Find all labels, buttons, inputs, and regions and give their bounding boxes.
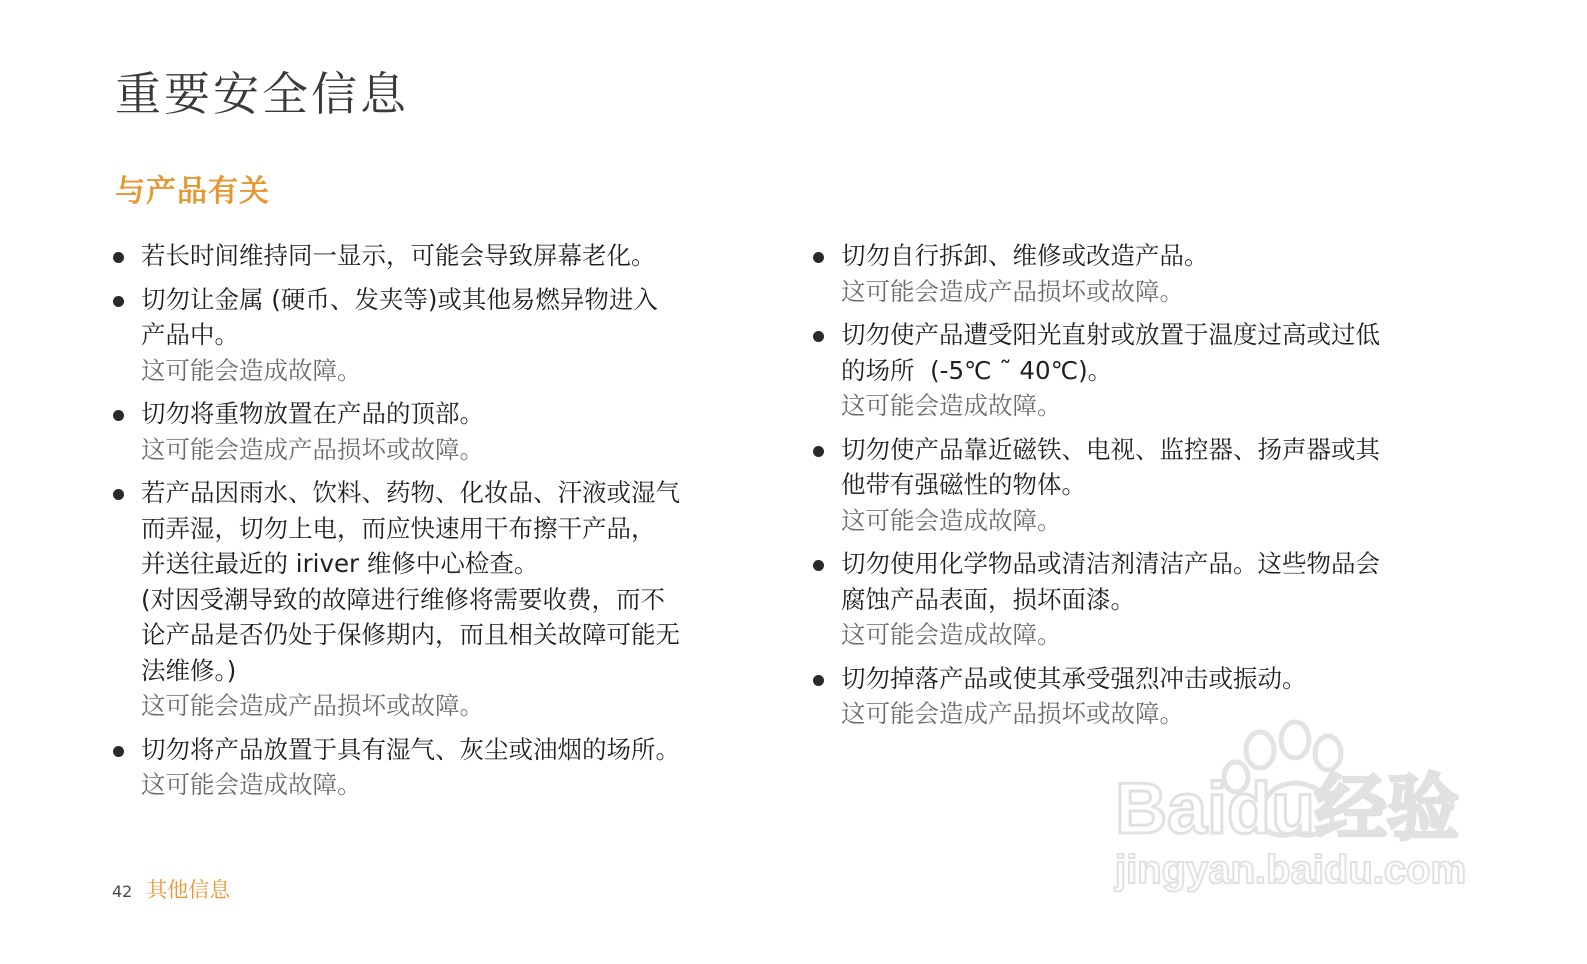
bullet-dot-icon: [113, 410, 124, 421]
bullet-dot-icon: [113, 252, 124, 263]
safety-item-text: 腐蚀产品表面，损坏面漆。: [841, 584, 1135, 614]
safety-item-note: 这可能会造成产品损坏或故障。: [141, 434, 484, 464]
safety-item-text: 切勿使产品遭受阳光直射或放置于温度过高或过低: [841, 320, 1380, 349]
bullet-dot-icon: [813, 560, 824, 571]
safety-item-text: 若产品因雨水、饮料、药物、化妆品、汗液或湿气: [141, 478, 680, 507]
page-footer: [112, 874, 230, 904]
safety-item-note: 这可能会造成产品损坏或故障。: [841, 699, 1184, 728]
bullet-dot-icon: [113, 746, 124, 757]
safety-item-note: 这可能会造成故障。: [841, 391, 1062, 420]
safety-item-text: 切勿将重物放置在产品的顶部。: [141, 399, 484, 428]
safety-item-text: 而弄湿，切勿上电，而应快速用干布擦干产品，: [141, 513, 656, 543]
footer-section-label: 其他信息: [146, 878, 231, 902]
watermark-url: jingyan.baidu.com: [1115, 848, 1467, 892]
safety-item: [813, 432, 1493, 539]
watermark-brand: Baidu经验: [1115, 769, 1460, 849]
safety-item-text: 法维修。): [141, 655, 237, 685]
page-title: 重要安全信息: [115, 67, 409, 121]
safety-item-note: 这可能会造成故障。: [141, 770, 362, 799]
safety-item: [813, 317, 1493, 424]
safety-item: [813, 238, 1493, 309]
safety-item-text: 切勿掉落产品或使其承受强烈冲击或振动。: [841, 663, 1307, 693]
safety-item: [813, 546, 1493, 653]
bullet-dot-icon: [113, 489, 124, 500]
safety-item-text: 的场所 (-5℃ ˜ 40℃)。: [841, 355, 1113, 385]
bullet-dot-icon: [813, 331, 824, 342]
safety-item-text: 若长时间维持同一显示，可能会导致屏幕老化。: [141, 241, 656, 270]
safety-item-note: 这可能会造成故障。: [841, 505, 1062, 535]
safety-item-text: 论产品是否仍处于保修期内，而且相关故障可能无: [141, 620, 680, 649]
safety-item: [113, 732, 773, 803]
baidu-jingyan-watermark: [1110, 715, 1490, 895]
page-number: 42: [112, 882, 133, 901]
safety-item: [113, 396, 773, 467]
bullet-dot-icon: [813, 252, 824, 263]
left-column-list: [113, 238, 773, 811]
safety-item-text: 切勿使用化学物品或清洁剂清洁产品。这些物品会: [841, 549, 1380, 578]
bullet-dot-icon: [113, 296, 124, 307]
safety-item-text: 并送往最近的 iriver 维修中心检查。: [141, 549, 539, 578]
right-column-list: [813, 238, 1493, 740]
safety-item-text: 切勿将产品放置于具有湿气、灰尘或油烟的场所。: [141, 734, 680, 764]
safety-item-text: 他带有强磁性的物体。: [841, 470, 1086, 499]
bullet-dot-icon: [813, 446, 824, 457]
safety-item: [113, 475, 773, 724]
safety-item-text: 产品中。: [141, 320, 239, 349]
safety-item-note: 这可能会造成故障。: [141, 355, 362, 385]
section-title: 与产品有关: [115, 174, 270, 209]
bullet-dot-icon: [813, 675, 824, 686]
safety-item: [113, 238, 773, 274]
safety-item-text: 切勿让金属 (硬币、发夹等)或其他易燃异物进入: [141, 284, 658, 314]
safety-item-text: (对因受潮导致的故障进行维修将需要收费，而不: [141, 584, 666, 614]
safety-item-text: 切勿自行拆卸、维修或改造产品。: [841, 241, 1209, 270]
safety-item-note: 这可能会造成产品损坏或故障。: [841, 276, 1184, 306]
safety-item-note: 这可能会造成故障。: [841, 620, 1062, 649]
safety-item-note: 这可能会造成产品损坏或故障。: [141, 691, 484, 720]
safety-item: [113, 282, 773, 389]
safety-item-text: 切勿使产品靠近磁铁、电视、监控器、扬声器或其: [841, 434, 1380, 464]
